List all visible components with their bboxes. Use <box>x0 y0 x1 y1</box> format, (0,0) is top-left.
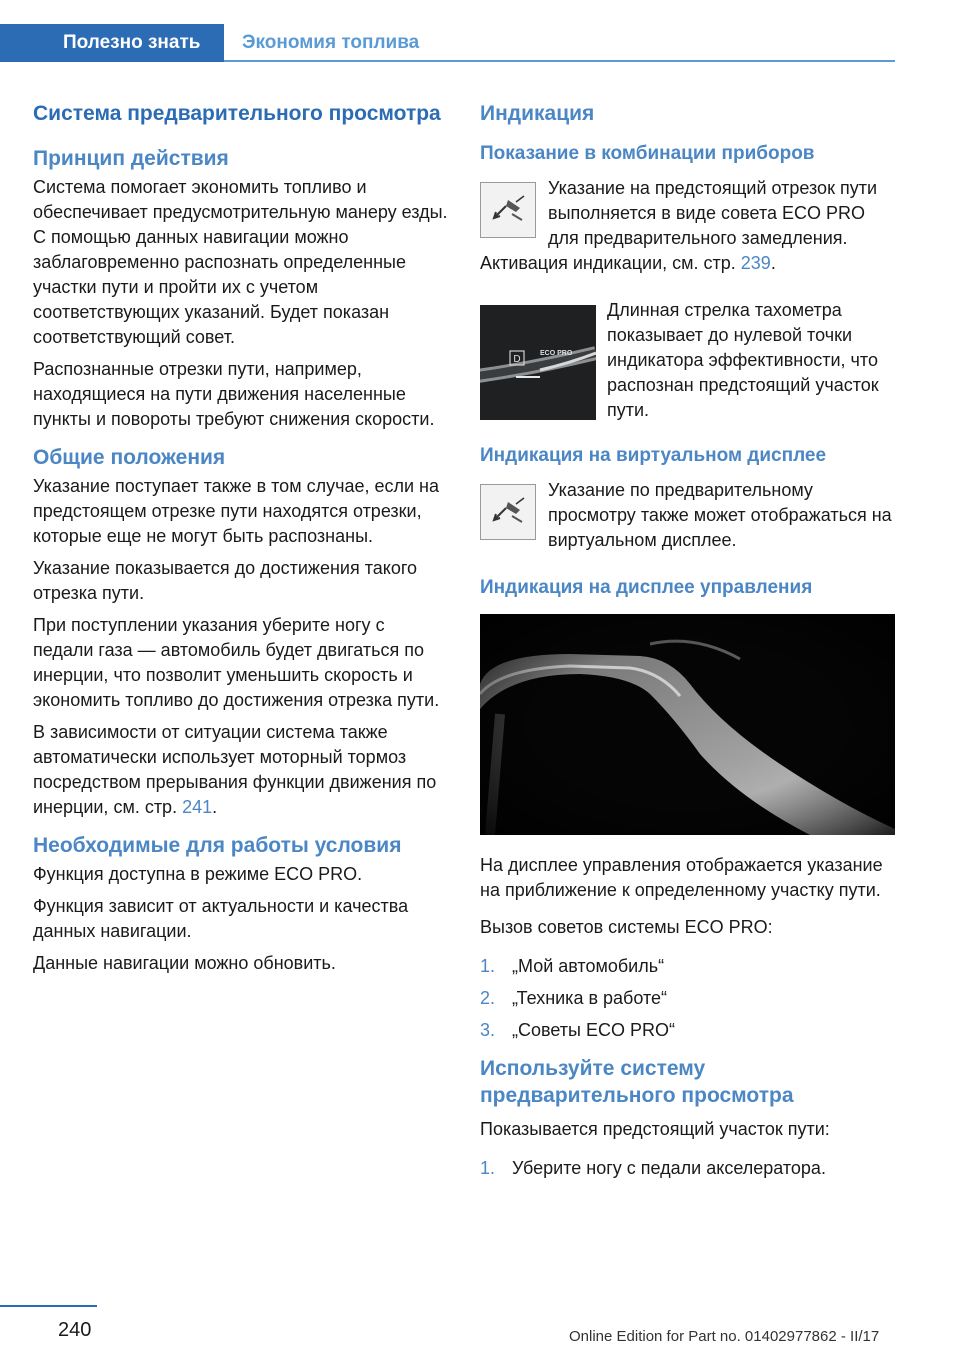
indication-heading: Индикация <box>480 102 595 125</box>
general-paragraph-3: При поступлении указания уберите ногу с педали газа — автомобиль будет двигаться по инерции, что позволит уменьшить скорость и экономить топливо до достижения отрезка пути. <box>33 615 440 710</box>
general-paragraph-1: Указание поступает также в том случае, если на предстоящем отрезке пути находятся отрезки, которые еще не могут быть распознаны. <box>33 476 439 546</box>
cluster-paragraph <box>480 176 898 276</box>
principle-paragraph-2: Распознанные отрезки пути, например, находящиеся на пути движения населенные пункты и повороты требуют снижения скорости. <box>33 359 435 429</box>
left-column <box>33 100 448 983</box>
right-column <box>480 100 898 1188</box>
use-system-heading: Используйте систему предварительного просмотра <box>480 1057 794 1107</box>
page-number: 240 <box>58 1319 92 1341</box>
list-item: 3. „Советы ECO PRO“ <box>480 1020 675 1040</box>
list-item: 2. „Техника в работе“ <box>480 988 668 1008</box>
cluster-note <box>480 176 898 276</box>
list-item: 1. Уберите ногу с педали акселератора. <box>480 1158 826 1178</box>
list-item: 1. „Мой автомобиль“ <box>480 956 665 976</box>
principle-heading: Принцип действия <box>33 147 229 170</box>
section-title: Система предварительного просмотра <box>33 102 441 125</box>
tachometer-image <box>480 305 596 420</box>
conditions-paragraph-1: Функция доступна в режиме ECO PRO. <box>33 864 363 884</box>
general-paragraph-4-end: . <box>212 797 218 817</box>
conditions-paragraph-3: Данные навигации можно обновить. <box>33 953 336 973</box>
page-link-241[interactable]: 241 <box>182 797 213 817</box>
control-display-heading: Индикация на дисплее управления <box>480 577 813 598</box>
general-heading: Общие положения <box>33 446 226 469</box>
edition-note: Online Edition for Part no. 01402977862 - II/17 <box>569 1328 880 1345</box>
tacho-gear: D <box>513 354 521 365</box>
footer-divider <box>0 1305 97 1307</box>
foot-off-pedal-icon <box>480 182 536 238</box>
virtual-display-heading: Индикация на виртуальном дисплее <box>480 445 827 466</box>
header-divider <box>224 60 895 62</box>
page-header <box>0 0 895 62</box>
foot-off-pedal-icon <box>480 484 536 540</box>
control-display-paragraph: На дисплее управления отображается указание на приближение к определенному участку пути. <box>480 855 883 900</box>
use-system-paragraph: Показывается предстоящий участок пути: <box>480 1119 830 1139</box>
cluster-paragraph-end: . <box>770 253 776 273</box>
control-display-road-image <box>480 614 895 835</box>
cluster-paragraph-text: Указание на предстоящий отрезок пути выполняется в виде совета ECO PRO для предварительного замедления. Активация индикации, см. стр. <box>480 178 877 273</box>
tachometer-note <box>480 298 898 423</box>
page-link-239[interactable]: 239 <box>740 253 771 273</box>
general-paragraph-4 <box>33 720 448 820</box>
tips-list <box>480 954 898 1043</box>
tachometer-paragraph: Длинная стрелка тахометра показывает до нулевой точки индикатора эффективности, что распознан предстоящий участок пути. <box>607 300 879 420</box>
conditions-paragraph-2: Функция зависит от актуальности и качества данных навигации. <box>33 896 409 941</box>
general-paragraph-4-text: В зависимости от ситуации система также автоматически использует моторный тормоз посредством прерывания функции движения по инерции, см. стр. <box>33 722 437 817</box>
principle-paragraph-1: Система помогает экономить топливо и обеспечивает предусмотрительную манеру езды. С помощью данных навигации можно заблаговременно распознать определенные участки пути и пройти их с учетом соответствующих указаний. Будет показан соответствующий совет. <box>33 177 448 347</box>
cluster-heading: Показание в комбинации приборов <box>480 143 815 164</box>
general-paragraph-2: Указание показывается до достижения такого отрезка пути. <box>33 558 418 603</box>
tips-intro: Вызов советов системы ECO PRO: <box>480 917 773 937</box>
steps-list <box>480 1156 898 1181</box>
section-tab-useful[interactable]: Полезно знать <box>0 24 224 62</box>
conditions-heading: Необходимые для работы условия <box>33 834 402 857</box>
section-tab-fuel-economy[interactable]: Экономия топлива <box>242 32 420 53</box>
tacho-label: ECO PRO <box>540 350 573 357</box>
virtual-display-note <box>480 478 898 553</box>
virtual-display-paragraph: Указание по предварительному просмотру также может отображаться на виртуальном дисплее. <box>548 480 892 550</box>
